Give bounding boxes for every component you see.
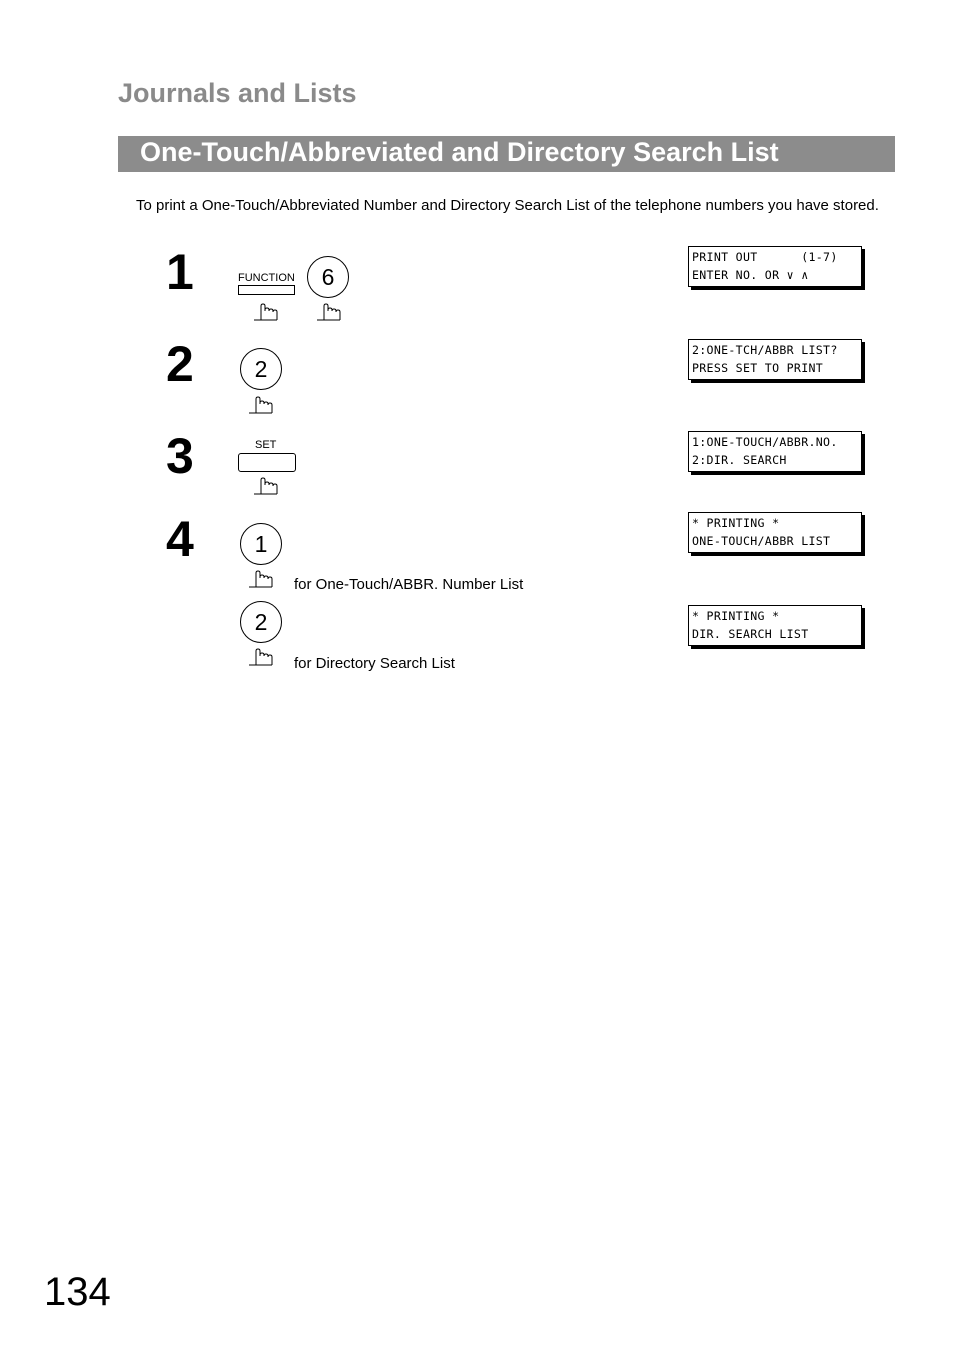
lcd-line-2: ENTER NO. OR ∨ ∧: [692, 268, 809, 282]
lcd-line-2: 2:DIR. SEARCH: [692, 453, 787, 467]
page-number: 134: [44, 1270, 111, 1314]
finger-press-icon: [248, 563, 274, 589]
lcd-display: [688, 605, 864, 649]
lcd-line-1: 1:ONE-TOUCH/ABBR.NO.: [692, 435, 838, 449]
lcd-line-1: * PRINTING *: [692, 516, 780, 530]
digit-1-button[interactable]: 1: [240, 523, 282, 565]
lcd-line-1: * PRINTING *: [692, 609, 780, 623]
option-caption: for One-Touch/ABBR. Number List: [294, 576, 524, 593]
step-number: 1: [166, 244, 194, 300]
finger-press-icon: [316, 296, 342, 322]
lcd-display: [688, 339, 864, 383]
lcd-line-1: 2:ONE-TCH/ABBR LIST?: [692, 343, 838, 357]
step-number: 4: [166, 511, 194, 567]
finger-press-icon: [248, 389, 274, 415]
function-button[interactable]: [238, 285, 295, 295]
finger-press-icon: [248, 641, 274, 667]
lcd-display: [688, 512, 864, 556]
lcd-display: [688, 246, 864, 290]
page-title: One-Touch/Abbreviated and Directory Search List: [140, 137, 779, 167]
lcd-line-2: ONE-TOUCH/ABBR LIST: [692, 534, 831, 548]
lcd-line-2: PRESS SET TO PRINT: [692, 361, 824, 375]
digit-2-button[interactable]: 2: [240, 601, 282, 643]
option-caption: for Directory Search List: [294, 655, 455, 672]
lcd-line-2: DIR. SEARCH LIST: [692, 627, 809, 641]
lcd-display: [688, 431, 864, 475]
lcd-line-1: PRINT OUT (1-7): [692, 250, 838, 264]
digit-6-button[interactable]: 6: [307, 256, 349, 298]
digit-2-button[interactable]: 2: [240, 348, 282, 390]
finger-press-icon: [253, 470, 279, 496]
section-title: Journals and Lists: [118, 78, 357, 108]
set-key-label: SET: [255, 439, 277, 451]
title-banner: [118, 136, 895, 172]
intro-text: To print a One-Touch/Abbreviated Number and Directory Search List of the telephone numbers you have stored.: [136, 197, 879, 214]
step-number: 2: [166, 336, 194, 392]
finger-press-icon: [253, 296, 279, 322]
function-key-label: FUNCTION: [238, 272, 295, 284]
step-number: 3: [166, 428, 194, 484]
